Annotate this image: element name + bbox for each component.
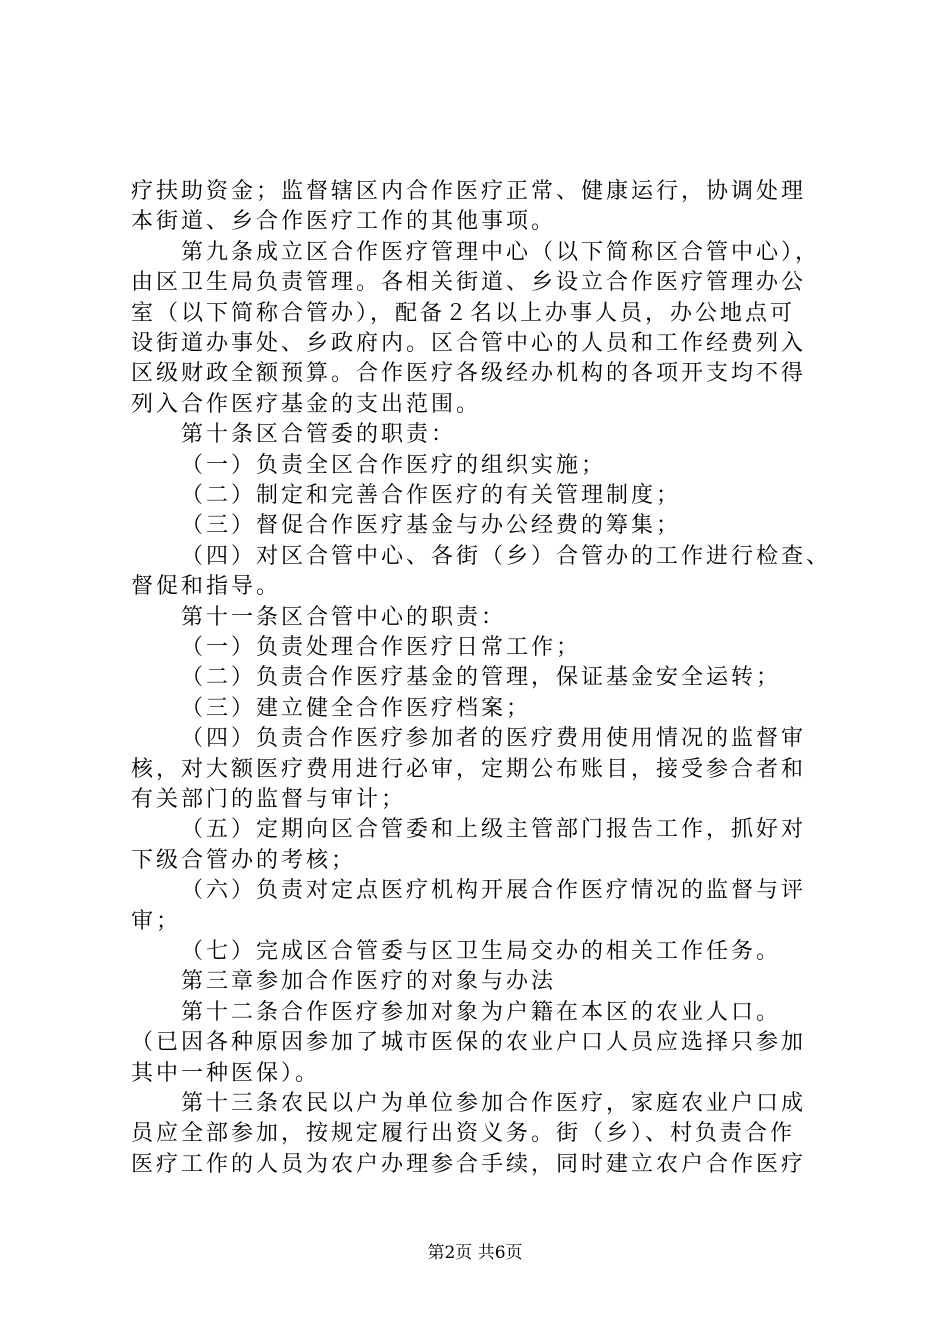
text-line: 第十三条农民以户为单位参加合作医疗，家庭农业户口成 (181, 1091, 807, 1116)
list-item: （四）负责合作医疗参加者的医疗费用使用情况的监督审 (181, 726, 807, 751)
text-line: 其中一种医保）。 (131, 1061, 321, 1086)
text-line: 本街道、乡合作医疗工作的其他事项。 (131, 209, 557, 234)
text-line: 医疗工作的人员为农户办理参合手续，同时建立农户合作医疗 (131, 1152, 807, 1177)
section-heading: 第十条区合管委的职责： (181, 422, 457, 447)
text-line: 区级财政全额预算。合作医疗各级经办机构的各项开支均不得 (131, 361, 807, 386)
text-line: 督促和指导。 (131, 574, 282, 599)
list-item: （四）对区合管中心、各街（乡）合管办的工作进行检查、 (181, 544, 832, 569)
list-item: （二）制定和完善合作医疗的有关管理制度； (181, 483, 682, 508)
text-line: 下级合管办的考核； (131, 848, 357, 873)
text-line: 审； (131, 909, 182, 934)
list-item: （三）建立健全合作医疗档案； (181, 696, 532, 721)
text-line: 室（以下简称合管办），配备２名以上办事人员，办公地点可 (131, 301, 796, 326)
text-line: 第九条成立区合作医疗管理中心（以下简称区合管中心）， (181, 240, 821, 265)
list-item: （二）负责合作医疗基金的管理，保证基金安全运转； (181, 665, 782, 690)
text-line: 列入合作医疗基金的支出范围。 (131, 392, 482, 417)
text-line: 员应全部参加，按规定履行出资义务。街（乡）、村负责合作 (131, 1121, 796, 1146)
text-line: 由区卫生局负责管理。各相关街道、乡设立合作医疗管理办公 (131, 270, 807, 295)
list-item: （一）负责处理合作医疗日常工作； (181, 635, 582, 660)
text-line: （已因各种原因参加了城市医保的农业户口人员应选择只参加 (131, 1030, 807, 1055)
section-heading: 第十一条区合管中心的职责： (181, 605, 507, 630)
text-line: 第十二条合作医疗参加对象为户籍在本区的农业人口。 (181, 1000, 782, 1025)
list-item: （七）完成区合管委与区卫生局交办的相关工作任务。 (181, 939, 782, 964)
text-line: 有关部门的监督与审计； (131, 787, 407, 812)
page-number-footer: 第2页 共6页 (427, 1243, 523, 1263)
list-item: （六）负责对定点医疗机构开展合作医疗情况的监督与评 (181, 878, 807, 903)
list-item: （三）督促合作医疗基金与办公经费的筹集； (181, 513, 682, 538)
chapter-heading: 第三章参加合作医疗的对象与办法 (181, 969, 557, 994)
list-item: （一）负责全区合作医疗的组织实施； (181, 453, 607, 478)
list-item: （五）定期向区合管委和上级主管部门报告工作，抓好对 (181, 817, 807, 842)
text-line: 核，对大额医疗费用进行必审，定期公布账目，接受参合者和 (131, 757, 807, 782)
text-line: 疗扶助资金；监督辖区内合作医疗正常、健康运行，协调处理 (131, 179, 807, 204)
text-line: 设街道办事处、乡政府内。区合管中心的人员和工作经费列入 (131, 331, 807, 356)
